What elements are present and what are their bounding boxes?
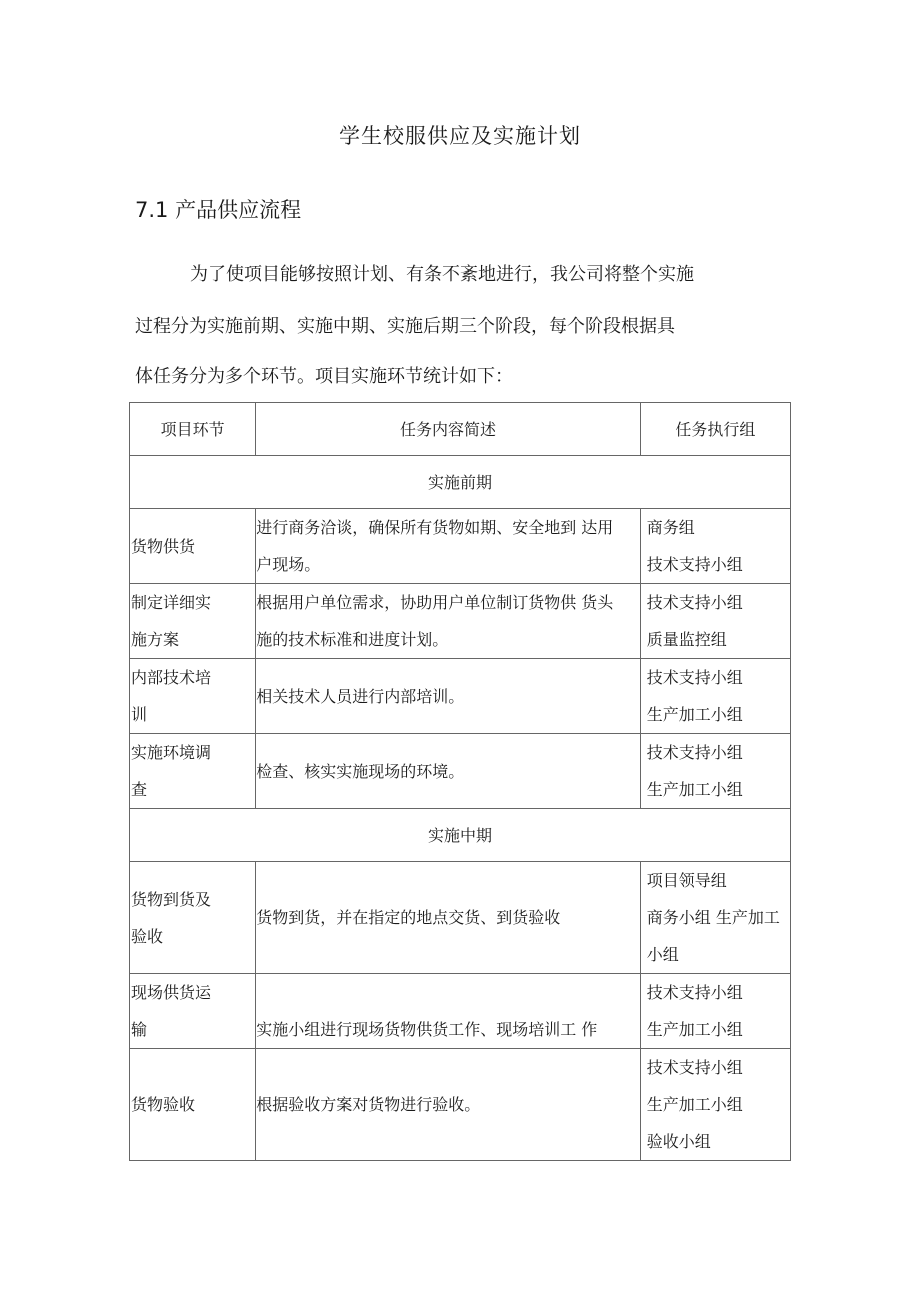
group-name: 技术支持小组 bbox=[646, 668, 743, 687]
intro-paragraph-line: 为了使项目能够按照计划、有条不紊地进行，我公司将整个实施 bbox=[190, 264, 694, 285]
section-heading: 7.1 产品供应流程 bbox=[135, 198, 302, 222]
group-cell bbox=[640, 1049, 790, 1161]
description-cell bbox=[256, 509, 641, 584]
stage-text: 验收 bbox=[131, 926, 164, 946]
intro-paragraph-line: 过程分为实施前期、实施中期、实施后期三个阶段，每个阶段根据具 bbox=[135, 316, 675, 337]
stage-text: 货物验收 bbox=[131, 1095, 196, 1114]
group-cell bbox=[640, 862, 790, 974]
group-cell bbox=[640, 974, 790, 1049]
stage-cell bbox=[130, 1049, 256, 1161]
group-cell bbox=[640, 509, 790, 584]
table-row bbox=[130, 1049, 791, 1161]
group-name: 质量监控组 bbox=[646, 630, 727, 649]
table-row bbox=[130, 862, 791, 974]
table-row bbox=[130, 734, 791, 809]
stage-cell bbox=[130, 659, 256, 734]
header-description: 任务内容简述 bbox=[256, 403, 641, 456]
description-line: 实施小组进行现场货物供货工作、现场培训工 作 bbox=[256, 1020, 598, 1039]
group-name: 技术支持小组 bbox=[646, 593, 743, 612]
group-name: 生产加工小组 bbox=[646, 705, 743, 724]
stage-text: 内部技术培 bbox=[131, 668, 212, 687]
description-line: 检查、核实实施现场的环境。 bbox=[256, 761, 465, 781]
intro-paragraph-line: 体任务分为多个环节。项目实施环节统计如下： bbox=[135, 366, 513, 387]
table-row bbox=[130, 974, 791, 1049]
table-header-row bbox=[130, 403, 791, 456]
stage-text: 现场供货运 bbox=[131, 983, 212, 1002]
description-line: 户现场。 bbox=[256, 555, 321, 574]
description-line: 根据验收方案对货物进行验收。 bbox=[256, 1095, 481, 1114]
stage-text: 实施环境调 bbox=[131, 743, 212, 762]
group-name: 项目领导组 bbox=[646, 871, 727, 890]
description-cell bbox=[256, 1049, 641, 1161]
group-name: 技术支持小组 bbox=[646, 1058, 743, 1077]
group-name: 商务组 bbox=[646, 518, 695, 537]
description-line: 进行商务洽谈，确保所有货物如期、安全地到 达用 bbox=[256, 518, 614, 537]
description-line: 根据用户单位需求，协助用户单位制订货物供 货头 bbox=[256, 593, 614, 612]
phase-label: 实施中期 bbox=[130, 809, 791, 862]
stage-cell bbox=[130, 734, 256, 809]
header-stage: 项目环节 bbox=[130, 403, 256, 456]
group-name: 生产加工小组 bbox=[646, 1095, 743, 1114]
group-name: 验收小组 bbox=[646, 1132, 711, 1151]
header-group: 任务执行组 bbox=[640, 403, 790, 456]
description-cell bbox=[256, 862, 641, 974]
phase-row bbox=[130, 809, 791, 862]
group-cell bbox=[640, 584, 790, 659]
group-name: 商务小组 生产加工 bbox=[646, 908, 780, 927]
description-cell bbox=[256, 734, 641, 809]
description-cell bbox=[256, 659, 641, 734]
group-name: 技术支持小组 bbox=[646, 555, 743, 574]
page-title: 学生校服供应及实施计划 bbox=[339, 124, 581, 148]
group-cell bbox=[640, 734, 790, 809]
group-name: 技术支持小组 bbox=[646, 743, 743, 762]
description-line: 货物到货，并在指定的地点交货、到货验收 bbox=[256, 908, 561, 927]
implementation-table bbox=[129, 402, 791, 1161]
stage-text: 施方案 bbox=[131, 630, 180, 649]
stage-text: 训 bbox=[131, 705, 148, 724]
stage-text: 输 bbox=[131, 1020, 148, 1039]
stage-text: 货物到货及 bbox=[131, 889, 212, 909]
stage-text: 查 bbox=[131, 780, 148, 799]
description-cell bbox=[256, 584, 641, 659]
description-line: 施的技术标准和进度计划。 bbox=[256, 630, 449, 649]
phase-label: 实施前期 bbox=[130, 456, 791, 509]
group-name: 生产加工小组 bbox=[646, 1020, 743, 1039]
group-name: 小组 bbox=[646, 945, 679, 964]
description-line: 相关技术人员进行内部培训。 bbox=[256, 686, 465, 706]
stage-cell bbox=[130, 862, 256, 974]
stage-cell bbox=[130, 509, 256, 584]
stage-cell bbox=[130, 974, 256, 1049]
group-cell bbox=[640, 659, 790, 734]
table-row bbox=[130, 584, 791, 659]
stage-text: 货物供货 bbox=[131, 536, 196, 556]
description-cell bbox=[256, 974, 641, 1049]
phase-row bbox=[130, 456, 791, 509]
stage-text: 制定详细实 bbox=[131, 593, 212, 612]
stage-cell bbox=[130, 584, 256, 659]
group-name: 技术支持小组 bbox=[646, 983, 743, 1002]
group-name: 生产加工小组 bbox=[646, 780, 743, 799]
table-row bbox=[130, 509, 791, 584]
table-row bbox=[130, 659, 791, 734]
